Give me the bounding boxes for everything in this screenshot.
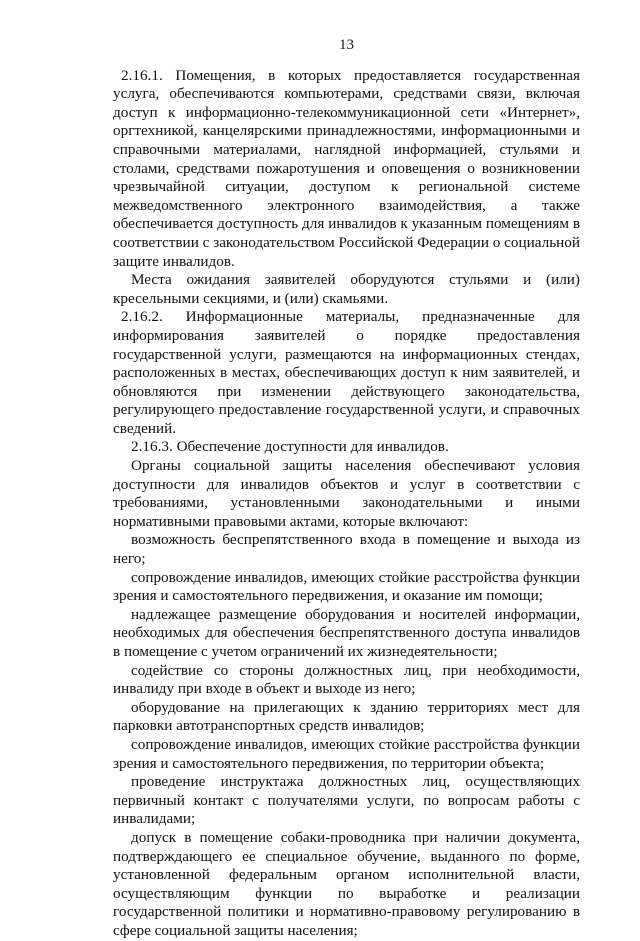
- page-number: 13: [339, 37, 354, 53]
- paragraph-social-protection-bodies: Органы социальной защиты населения обеспечивают условия доступности для инвалидов объектов и услуг в соответствии с требованиями, установленными законодательными и иными нормативными правовыми актами, которые включают:: [113, 457, 580, 530]
- list-item-guide-dog: допуск в помещение собаки-проводника при наличии документа, подтверждающего ее специальное обучение, выданного по форме, установленной федеральным органом исполнительной власти, осуществляющим функции по выработке и реализации государственной политики и нормативно-правовому регулированию в сфере социальной защиты населения;: [113, 828, 580, 939]
- list-item-parking: оборудование на прилегающих к зданию территориях мест для парковки автотранспортных средств инвалидов;: [113, 698, 580, 735]
- paragraph-2-16-1: 2.16.1. Помещения, в которых предоставляется государственная услуга, обеспечиваются компьютерами, средствами связи, включая доступ к информационно-телекоммуникационной сети «Интернет», оргтехникой, канцелярскими принадлежностями, информационными и справочными материалами, наглядной информацией, стульями и столами, средствами пожаротушения и оповещения о возникновении чрезвычайной ситуации, доступом к региональной системе межведомственного электронного взаимодействия, а также обеспечивается доступность для инвалидов к указанным помещениям в соответствии с законодательством Российской Федерации о социальной защите инвалидов.: [113, 66, 580, 270]
- paragraph-2-16-2: 2.16.2. Информационные материалы, предназначенные для информирования заявителей о порядке предоставления государственной услуги, размещаются на информационных стендах, расположенных в местах, обеспечивающих доступ к ним заявителей, и обновляются при изменении действующего законодательства, регулирующего предоставление государственной услуги, и справочных сведений.: [113, 308, 580, 437]
- list-item-escort-territory: сопровождение инвалидов, имеющих стойкие расстройства функции зрения и самостоятельного передвижения, по территории объекта;: [113, 735, 580, 772]
- paragraph-waiting-places: Места ожидания заявителей оборудуются стульями и (или) кресельными секциями, и (или) скамьями.: [113, 271, 580, 307]
- paragraph-2-16-3: 2.16.3. Обеспечение доступности для инвалидов.: [131, 438, 449, 456]
- list-item-escort-vision: сопровождение инвалидов, имеющих стойкие расстройства функции зрения и самостоятельного передвижения, и оказание им помощи;: [113, 568, 580, 605]
- list-item-staff-assistance: содействие со стороны должностных лиц, при необходимости, инвалиду при входе в объект и выходе из него;: [113, 661, 580, 698]
- list-item-staff-briefing: проведение инструктажа должностных лиц, осуществляющих первичный контакт с получателями услуги, по вопросам работы с инвалидами;: [113, 773, 580, 828]
- list-item-equipment-placement: надлежащее размещение оборудования и носителей информации, необходимых для обеспечения беспрепятственного доступа инвалидов в помещение с учетом ограничений их жизнедеятельности;: [113, 605, 580, 660]
- list-item-entry-exit: возможность беспрепятственного входа в помещение и выхода из него;: [113, 531, 580, 568]
